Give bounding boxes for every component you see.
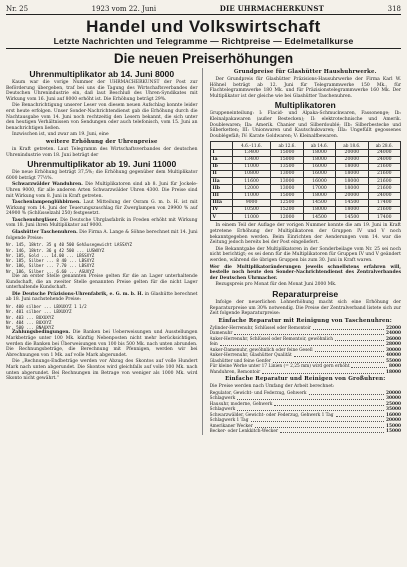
- price-value: 28000: [386, 342, 401, 348]
- subheading-wall-clocks: Schwarzwälder Wanduhren.: [12, 182, 83, 188]
- dot-leader: [220, 342, 384, 346]
- column-header: ab 12.6.: [271, 142, 303, 149]
- multiplier-cell: 15000: [271, 149, 303, 156]
- price-row: [210, 370, 402, 376]
- price-value: 18000: [386, 369, 401, 375]
- multiplier-cell: 17400: [368, 214, 400, 221]
- price-value: 30000: [386, 347, 401, 353]
- multiplier-cell: 18000: [336, 171, 368, 178]
- price-value: 20000: [386, 390, 401, 396]
- subheading-bulbs: Taschenlampenglühbirnen.: [12, 200, 81, 206]
- multiplier-cell: 11000: [232, 192, 271, 199]
- multiplier-cell: 21600: [368, 163, 400, 170]
- table-row: [210, 149, 401, 156]
- price-item: Damenuhr: [209, 331, 233, 337]
- price-value: 15000: [386, 423, 401, 429]
- multiplier-cell: 10500: [232, 207, 271, 214]
- subheading-base-prices: Grundpreise für Glashütter Haushuhrwerke.: [233, 69, 377, 75]
- column-header: ab 18.6.: [336, 142, 368, 149]
- multiplier-cell: 17400: [368, 199, 400, 206]
- price-item: Anker-Herrenuhr, Schlüssel oder Remontoir, gewöhnlich: [209, 336, 334, 342]
- list-item: Nr. 185, Gold ... 14.00 ... LBSSXYZ: [6, 252, 95, 258]
- list-item: Nr. 186, Silber ... 6.60 ... ASUXYZ: [6, 268, 95, 274]
- dot-leader: [294, 353, 384, 357]
- table-row: [210, 185, 401, 192]
- table-row: [210, 156, 401, 163]
- paragraph-precision: [6, 292, 198, 303]
- multiplier-cell: 18000: [303, 192, 335, 199]
- paragraph-text: Laut Mitteilung der Osram G. m. b. H. ist mit Wirkung vom 14. Juni der Teuerungszuschlag für Zwerglampen von 29900 % auf 24900 % (Schlüsselzahl 250) festgesetzt.: [6, 200, 198, 217]
- table-row: [210, 171, 401, 178]
- running-header: [6, 5, 401, 15]
- multiplier-cell: 16000: [303, 163, 335, 170]
- multiplier-cell: 20000: [336, 156, 368, 163]
- table-body: [210, 149, 401, 221]
- table-row: [210, 178, 401, 185]
- paragraph: Die neue Erhöhung beträgt 37,5%; die Erhöhung gegenüber dem Multiplikator 6000 beträgt 77½%.: [6, 170, 198, 181]
- dot-leader: [336, 413, 385, 417]
- multiplier-cell: 11600: [232, 178, 271, 185]
- multiplier-cell: 20000: [336, 192, 368, 199]
- multiplier-cell: 13400: [232, 156, 271, 163]
- multiplier-cell: 12000: [271, 214, 303, 221]
- multiplier-cell: 18000: [336, 178, 368, 185]
- list-item: Nr. 146, 18ktr. 36 g 42 500 ... LUSWXYZ: [6, 247, 105, 253]
- column-header: ab 28.6.: [368, 142, 400, 149]
- dot-leader: [313, 326, 384, 330]
- multiplier-cell: 17000: [303, 185, 335, 192]
- multiplier-cell: 13000: [271, 171, 303, 178]
- price-item: Schlagwerk 1 Tag: [209, 418, 249, 424]
- multiplier-cell: 18000: [303, 149, 335, 156]
- table-row: [210, 163, 401, 170]
- subheading-clock-repair: Einfache Reparatur und Reinigen von Großuhren:: [225, 376, 386, 383]
- price-value: 30000: [386, 396, 401, 402]
- multiplier-cell: 18000: [336, 185, 368, 192]
- notice-news-service: Wer die Multiplikatoränderungen jeweils schnellstens erfahren will, bestelle noch heute den Sonder-Nachrichtendienst des Zentralverbandes der Deutschen Uhrmacher.: [209, 264, 401, 281]
- repair-price-list: [210, 326, 402, 376]
- dot-leader: [237, 407, 384, 411]
- column-header: [210, 142, 232, 149]
- paragraph: Die an erster Stelle genannten Preise gelten für die an Lager unterhaltende Kundschaft, die an zweiter Stelle genannten Preise gelten für die nicht Lager unterhaltende Kundschaft.: [6, 274, 198, 291]
- price-item: fein: [209, 342, 218, 348]
- paragraph-text: in Glashütte berechnet ab 18. Juni nachstehende Preise:: [6, 291, 198, 303]
- list-item: Nr. 186, Silber ... 7.70 ... LBSXYZ: [6, 263, 95, 269]
- left-column: [6, 68, 203, 435]
- price-value: 26000: [386, 336, 401, 342]
- journal-name: DIE UHRMACHERKUNST: [219, 4, 325, 13]
- table-row: [210, 214, 401, 221]
- paragraph: Die Benachrichtigung unserer Leser von diesem neuen Aufschlag konnte leider erst heute erfolgen. Unser Sonder-Nachrichtendienst gab die Erhöhung durch die Nachtausgabe vom 14. Juni noch rechtzeitig den Lesern bekannt, die sich unter den heutigen Verhältnissen von Sendungen oder auch telefonisch, vom 15. Juni an benachrichtigen ließen.: [6, 103, 198, 131]
- group-cell: Ib: [210, 163, 232, 170]
- multiplier-cell: 21600: [368, 185, 400, 192]
- subheading-payment: Zahlungsbedingungen.: [12, 330, 71, 336]
- multiplier-cell: 14500: [303, 214, 335, 221]
- list-item: Nr. 185, Silber ... 8 40 ... LBSXYZ: [6, 258, 95, 264]
- price-value: 25000: [386, 401, 401, 407]
- multiplier-table: [210, 141, 402, 221]
- dot-leader: [335, 337, 384, 341]
- dot-leader: [273, 359, 384, 363]
- price-item: Zylinder-Herrenuhr, Schlüssel oder Remontoir: [209, 325, 311, 331]
- multiplier-cell: 21600: [368, 171, 400, 178]
- price-value: 15000: [386, 429, 401, 435]
- paragraph: in Kraft getreten. Laut Telegramm des Wirtschaftsverbandes der deutschen Uhrenindustrie vom 18. Juni beträgt der: [6, 146, 198, 158]
- subheading-pocket-watch-repair: Einfache Reparatur mit Reinigung von Taschenuhren:: [218, 317, 392, 324]
- price-row: [210, 429, 402, 435]
- lead-headline: Die neuen Preiserhöhungen: [113, 51, 294, 66]
- paragraph: Der Grundpreis für Glashütter Präzisions-Hausuhrwerke der Firma Karl W. Höhnel beträgt ab 12. Juni für Telegrammwerke 150 Mk., für Flachtelegrammwerke 180 Mk. und für Präzisionstelegrammwerke 160 Mk. Der Multiplikator ist der gleiche wie bei Glashütter Taschenuhren.: [209, 77, 401, 99]
- multiplier-cell: 12000: [232, 185, 271, 192]
- dot-leader: [251, 418, 385, 422]
- multiplier-cell: 11000: [232, 214, 271, 221]
- page-number: 318: [387, 5, 401, 13]
- dot-leader: [274, 402, 384, 406]
- multiplier-cell: 14500: [336, 199, 368, 206]
- multiplier-cell: 15000: [271, 156, 303, 163]
- price-value: 22000: [386, 325, 401, 331]
- price-item: Anker-Damenuhr, gewöhnlich oder feine Gesell: [209, 347, 313, 353]
- multiplier-cell: 16000: [303, 171, 335, 178]
- multiplier-cell: 18000: [303, 156, 335, 163]
- paragraph-payment: [6, 330, 198, 358]
- multiplier-cell: 16000: [303, 178, 335, 185]
- multiplier-cell: 24000: [368, 156, 400, 163]
- multiplier-cell: 12500: [271, 199, 303, 206]
- table-row: [210, 192, 401, 199]
- paragraph-text: Die Firma A. Lange & Söhne berechnet mit 14. Juni folgende Preise:: [6, 230, 198, 241]
- paragraph: Die Bekanntgabe der Multiplikatoren in der Sonderbeilage vom Nr. 25 sei noch nicht berichtigt; es sei denn für die Multiplikatoren für Gruppen IV und V geändert werden, während die übrigen Gruppen bis zum 30. Juni in Kraft waren.: [209, 246, 401, 263]
- multiplier-cell: 14500: [336, 214, 368, 221]
- price-item: Amerikaner Wecker: [209, 423, 253, 429]
- right-column: [210, 68, 402, 435]
- multiplier-cell: 20000: [336, 149, 368, 156]
- paragraph-bulbs: [6, 200, 198, 217]
- columns: [6, 68, 401, 435]
- column-header: ab 14.6.: [303, 142, 335, 149]
- paragraph: In einem Teil der Auflage der vorigen Nummer konnte die am 19. Juni in Kraft getretene Erhöhung der Multiplikatoren der Gruppen IV und V noch bekanntgegeben werden. Beim Einrichten der Aenderungen vom 14. war die Zeitung jedoch bereits bei der Post eingeliefert.: [209, 223, 401, 246]
- list-item: Nr. 401 silber ... LBXUXYZ: [6, 309, 72, 315]
- headline-repair-prices: Reparaturpreise: [272, 288, 339, 299]
- price-item: Becker- oder Lenkkitch-Wecker: [209, 429, 279, 435]
- price-item: Schlagwerk: [209, 407, 236, 413]
- price-value: 20000: [386, 418, 401, 424]
- headline-multiplier-8000: Uhrenmultiplikator ab 14. Juni 8000: [29, 69, 175, 79]
- price-item: Schwarzwälder, Gewicht- oder Federzug, Gehwerk 1 Tag: [209, 412, 334, 418]
- issue-date: 1923 vom 22. Juni: [91, 5, 157, 13]
- multiplier-cell: 10800: [232, 171, 271, 178]
- multiplier-cell: 13500: [271, 163, 303, 170]
- price-item: Regulator, Gewicht- und Federzug, Gehwerk: [209, 390, 307, 396]
- price-value: 40000: [386, 353, 401, 359]
- multiplier-cell: 18000: [303, 207, 335, 214]
- price-item: Für kleine Werke unter 17 Linien (= 2,25 mm) wird gern erhöht: [209, 364, 350, 370]
- price-item: Hausuhr, moderne, Gehwerk: [209, 401, 273, 407]
- paragraph-text: Die Multiplikatoren sind ab 8. Juni für Jockele-Uhren 9000, für alle anderen Arten Schwarzwälder Uhren 4300. Die Preise sind mit Wirkung vom 8. Juni in Kraft getreten.: [6, 182, 198, 199]
- clock-price-list: [210, 391, 402, 435]
- table-header-row: [210, 142, 401, 149]
- list-item: Nr. 400 silber ... LBXUXYZ 1 1/2: [6, 304, 87, 309]
- multiplier-cell: 18000: [336, 163, 368, 170]
- multiplier-cell: 21600: [368, 207, 400, 214]
- group-cell: IV: [210, 207, 232, 214]
- multiplier-cell: 14500: [303, 199, 335, 206]
- group-cell: I: [210, 149, 232, 156]
- group-cell: IIb: [210, 185, 232, 192]
- multiplier-cell: 21600: [368, 178, 400, 185]
- dot-leader: [262, 370, 384, 374]
- price-item: Glashütter und feine Genfer: [209, 358, 271, 364]
- price-value: 35000: [386, 407, 401, 413]
- paragraph: Die „Rechnungs-Endbeträge werden vor Abzug des Skontos auf volle Hundert Mark nach unten abgerundet. Die Skontos wird gleichfalls auf volle 100 Mk. nach unten abgerundet. Bei Rechnungen im Betrage von weniger als 1000 Mk. wird Skonto nicht gewährt.“: [6, 359, 198, 382]
- dot-leader: [309, 391, 385, 395]
- dot-leader: [315, 348, 384, 352]
- paragraph-wall-clocks: [6, 182, 198, 199]
- precision-price-list: [6, 304, 198, 330]
- group-cell: V: [210, 214, 232, 221]
- dot-leader: [234, 331, 384, 335]
- group-cell: Ia: [210, 156, 232, 163]
- multiplier-cell: 13000: [271, 178, 303, 185]
- dot-leader: [255, 424, 384, 428]
- multiplier-cell: 13400: [232, 149, 271, 156]
- section-subtitle: Letzte Nachrichten und Telegramme — Richtpreise — Edelmetallkurse: [6, 36, 401, 49]
- group-cell: IIa: [210, 178, 232, 185]
- paragraph: Inzwischen ist, und zwar am 19. Juni, eine: [12, 132, 109, 138]
- table-row: [210, 207, 401, 214]
- dot-leader: [237, 396, 384, 400]
- multiplier-cell: 11000: [232, 163, 271, 170]
- dot-leader: [351, 364, 387, 368]
- lange-price-list: [6, 242, 198, 274]
- multiplier-cell: 9000: [232, 199, 271, 206]
- price-value: 24000: [386, 331, 401, 337]
- headline-multiplier-11000: Uhrenmultiplikator ab 19. Juni 11000: [27, 159, 177, 170]
- subheading-glashuette: Glashütter Taschenuhren.: [12, 230, 78, 236]
- paragraph-text: Die Deutsche Uhrglasfabrik in Freden erhöht mit Wirkung vom 18. Juni ihren Multiplikator auf 9000.: [6, 217, 198, 229]
- price-item: Anker-Herrenuhr, Glashütter Qualität: [209, 353, 292, 359]
- paragraph-watch-glass: [6, 218, 198, 229]
- newspaper-page: [6, 5, 401, 557]
- paragraph: Bezugspreis pro Monat für den Monat Juni 2000 Mk.: [215, 282, 337, 288]
- group-cell: II: [210, 171, 232, 178]
- multiplier-cell: 13000: [271, 185, 303, 192]
- list-item: Nr. 500 ... BNAUXYZ: [6, 325, 54, 331]
- group-cell: IIIa: [210, 199, 232, 206]
- price-value: 8000: [389, 364, 401, 370]
- multiplier-cell: 15000: [271, 192, 303, 199]
- price-value: 55000: [386, 358, 401, 364]
- column-header: 4.6.–11.6.: [232, 142, 271, 149]
- paragraph-text: Die Banken bei Ueberweisungen und Ausstellungen Markbeträge unter 100 Mk. künftig Nebenposten nicht mehr berücksichtigen, werden die Banken bei Überweisungen von 100 bis 500 Mk. nach unten abrunden. Die Rechnungsbeträge, die Berechnung mit Pfennigen, werden wir bei Abrechnungen von 1 Mk. auf volle Mark abgerundet.: [6, 330, 198, 358]
- table-row: [210, 199, 401, 206]
- group-cell: III: [210, 192, 232, 199]
- section-title: Handel und Volkswirtschaft: [86, 17, 321, 36]
- dot-leader: [280, 429, 384, 433]
- multiplier-cell: 24000: [368, 192, 400, 199]
- list-item: Nr. 403 ... BUXUXYZ: [6, 314, 54, 320]
- group-legend: Gruppeneinteilung: I: Flacid- und Alpaka-Schmuckwaren, Fassonenge; Ib: Kleinalpakawaren (außer Bestecken); II: elektrotechnische und Amerik. Doublewaren; IIa: Amerik. Chanier und Silberdoublé; IIb: Silberbestecke und Silberketten; III: Unionwaren und Kautschukwaren; IIIa: Ungefüllt gegossenes Doublégefäß; IV: Karate Goldwaren; V: Kleinalfbewaren.: [209, 111, 401, 139]
- paragraph: Kaum war die vorige Nummer der UHRMACHERKUNST der Post zur Beförderung übergeben, traf bei uns die Tagung des Wirtschaftsverbandes der Deutschen Uhrenindustrie ein, daß laut Beschluß des Uhren-Syndikates mit Wirkung vom 16. Juni auf 8000 erhöht ist. Die Erhöhung beträgt 29%.: [6, 80, 198, 102]
- multiplier-cell: 24000: [368, 149, 400, 156]
- headline-multipliers: Multiplikatoren: [274, 100, 336, 111]
- subheading-price-increase: weitere Erhöhung der Uhrenpreise: [45, 138, 158, 145]
- multiplier-cell: 15200: [271, 207, 303, 214]
- paragraph: Die Preise werden nach Umfang der Arbeit berechnet:: [209, 384, 335, 390]
- multiplier-cell: 18000: [336, 207, 368, 214]
- list-item: Nr. 404 ... BUXXYZ: [6, 319, 52, 325]
- paragraph: Infolge der neuerlichen Lohnerhöhung macht sich eine Erhöhung der Reparaturpreise um 30% notwendig. Die Preise der Zentralverband listete sich zur Zeit folgende Reparaturpreise:: [209, 299, 401, 317]
- list-item: Nr. 145, 18ktr. 35 g 40 500 Gehäusegewicht LASSXYZ: [6, 242, 133, 248]
- price-item: Schlagwerk: [209, 396, 236, 402]
- subheading-watch-glass: Taschenuhrgläser.: [12, 217, 59, 223]
- issue-number: Nr. 25: [6, 5, 29, 13]
- price-item: Wanduhren, Remontoir: [209, 369, 261, 375]
- price-value: 16000: [386, 412, 401, 418]
- subheading-precision: Die Deutsche Präzisions-Uhrenfabrik, e. G. m. b. H.: [12, 291, 144, 297]
- paragraph-glashuette: [6, 230, 198, 241]
